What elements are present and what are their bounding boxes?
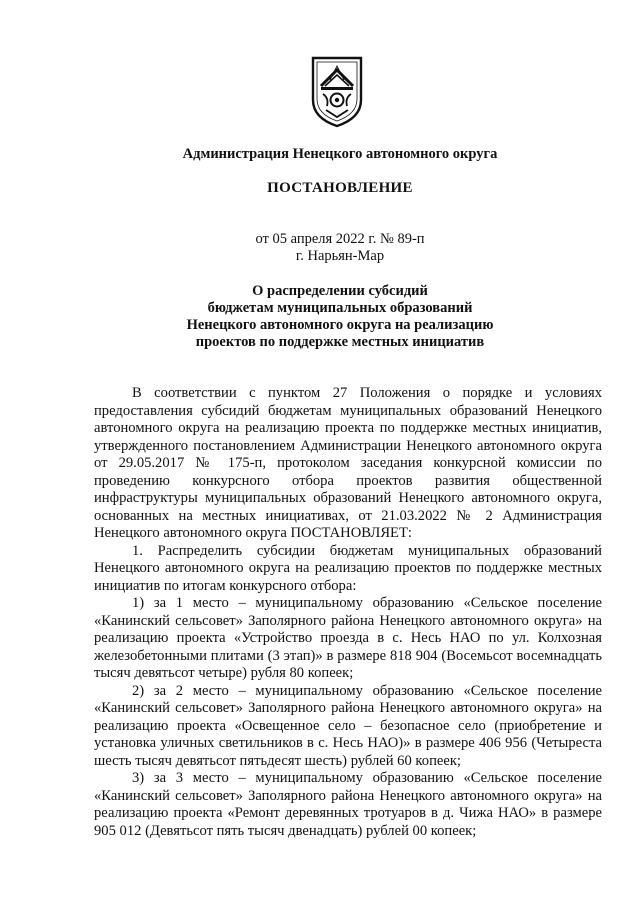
document-body xyxy=(94,385,602,840)
document-date-number: от 05 апреля 2022 г. № 89-п xyxy=(255,231,425,247)
item-1-paragraph: 1. Распределить субсидии бюджетам муниципальных образований Ненецкого автономного округа на реализацию проектов по поддержке местных инициатив по итогам конкурсного отбора: xyxy=(94,542,602,594)
subitem-2-paragraph: 2) за 2 место – муниципальному образованию «Сельское поселение «Канинский сельсовет» Заполярного района Ненецкого автономного округа» на реализацию проекта «Освещенное село – безопасное село (приобретение и установка уличных светильников в с. Несь НАО)» в размере 406 956 (Четыреста шесть тысяч девятьсот пятьдесят шесть) рублей 60 копеек; xyxy=(94,682,602,769)
organization-name: Администрация Ненецкого автономного округа xyxy=(182,146,498,162)
subitem-3-paragraph: 3) за 3 место – муниципальному образованию «Сельское поселение «Канинский сельсовет» Заполярного района Ненецкого автономного округа» на реализацию проекта «Ремонт деревянных тротуаров в д. Чижа НАО» в размере 905 012 (Девятьсот пять тысяч двенадцать) рублей 00 копеек; xyxy=(94,770,602,839)
document-title-line-3: Ненецкого автономного округа на реализацию xyxy=(186,317,494,333)
document-title-line-1: О распределении субсидий xyxy=(252,283,428,299)
subitem-1-paragraph: 1) за 1 место – муниципальному образованию «Сельское поселение «Канинский сельсовет» Заполярного района Ненецкого автономного округа» на реализацию проекта «Устройство проезда в с. Несь НАО по ул. Колхозная железобетонными плитами (3 этап)» в размере 818 904 (Восемьсот восемнадцать тысяч девятьсот четыре) рубля 80 копеек; xyxy=(94,595,602,681)
document-title-line-2: бюджетам муниципальных образований xyxy=(207,300,473,316)
document-type: ПОСТАНОВЛЕНИЕ xyxy=(267,180,413,196)
document-city: г. Нарьян-Мар xyxy=(295,248,385,264)
nenets-coat-of-arms-icon xyxy=(311,56,363,128)
preamble-paragraph: В соответствии с пунктом 27 Положения о порядке и условиях предоставления субсидий бюджетам муниципальных образований Ненецкого автономного округа на реализацию проекта по поддержке местных инициатив, утвержденного постановлением Администрации Ненецкого автономного округа от 29.05.2017 № 175-п, протоколом заседания конкурсной комиссии по проведению конкурсного отбора проектов развития общественной инфраструктуры муниципальных образований Ненецкого автономного округа, основанных на местных инициативах, от 21.03.2022 № 2 Администрация Ненецкого автономного округа ПОСТАНОВЛЯЕТ: xyxy=(94,385,602,541)
document-title-line-4: проектов по поддержке местных инициатив xyxy=(195,334,485,350)
